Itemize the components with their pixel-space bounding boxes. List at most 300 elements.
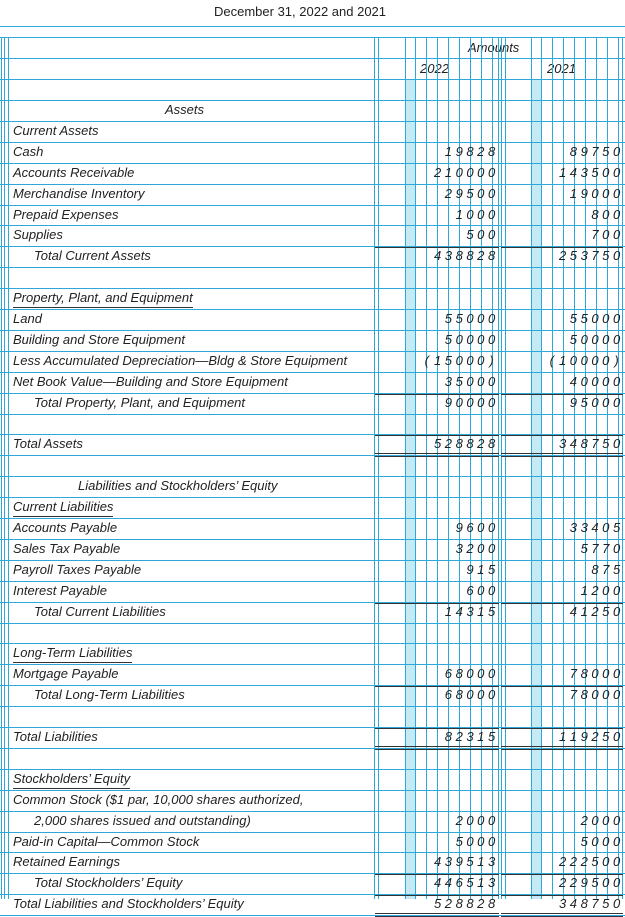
amount-cell [568, 144, 622, 160]
amount-digit: 0 [612, 332, 621, 347]
total-rule [501, 247, 623, 248]
amount-cell [443, 332, 497, 348]
amount-cell [443, 687, 497, 703]
row-label: Paid-in Capital—Common Stock [13, 834, 200, 849]
amount-digit: 3 [444, 248, 452, 263]
amount-digit: 3 [569, 520, 578, 535]
amount-cell [557, 896, 622, 912]
row-label: Common Stock ($1 par, 10,000 shares authorized, [13, 792, 304, 807]
amount-digit: 0 [602, 227, 610, 242]
amount-digit: 3 [466, 729, 474, 744]
row-label: Less Accumulated Depreciation—Bldg & Store Equipment [13, 353, 348, 368]
amount-digit: 5 [466, 854, 474, 869]
row-label: Total Long-Term Liabilities [34, 687, 185, 702]
row-label: Building and Store Equipment [13, 332, 186, 347]
amount-digit: 7 [591, 541, 599, 556]
amount-cell [432, 248, 497, 264]
amount-digit: 0 [612, 834, 621, 849]
amount-digit: 0 [612, 541, 621, 556]
amount-digit: 9 [580, 729, 588, 744]
amount-digit: 8 [455, 666, 463, 681]
total-rule [501, 394, 623, 395]
amount-digit: 0 [591, 353, 599, 368]
double-underline [501, 453, 623, 457]
amount-cell [432, 854, 497, 870]
amount-cell [579, 813, 622, 829]
total-rule [375, 435, 499, 436]
grid-row-line [0, 184, 625, 185]
amount-digit: 8 [591, 562, 599, 577]
amount-digit: 5 [487, 604, 496, 619]
amount-digit: 8 [487, 248, 496, 263]
amount-cell [579, 583, 622, 599]
grid-row-line [0, 121, 625, 122]
amount-digit: 5 [591, 875, 599, 890]
amount-digit: 1 [580, 583, 588, 598]
amount-digit: 3 [580, 248, 588, 263]
grid-row-line [0, 37, 625, 38]
amount-cell [421, 353, 497, 369]
grid-row-line [0, 163, 625, 164]
amount-digit: 2 [580, 854, 588, 869]
report-header [0, 0, 625, 27]
amount-digit: 2 [455, 729, 463, 744]
amount-digit: 2 [455, 813, 463, 828]
amount-digit: 0 [612, 374, 621, 389]
amount-digit: 7 [591, 144, 599, 159]
amount-digit: 0 [591, 311, 599, 326]
amount-digit: 5 [612, 562, 621, 577]
amount-cell [465, 562, 497, 578]
amount-cell [568, 604, 622, 620]
amount-digit: 4 [455, 604, 463, 619]
money-band-2022 [405, 79, 415, 899]
amount-digit: 5 [466, 186, 474, 201]
amount-digit: 0 [612, 729, 621, 744]
amount-digit: 0 [602, 834, 610, 849]
total-rule [375, 247, 499, 248]
grid-row-line [0, 852, 625, 853]
amount-digit: 0 [612, 165, 621, 180]
amount-digit: 2 [444, 896, 452, 911]
amount-digit: 0 [466, 311, 474, 326]
amount-digit: 8 [455, 436, 463, 451]
amount-digit: 2 [558, 854, 567, 869]
amount-cell [579, 834, 622, 850]
row-label: Accounts Receivable [13, 165, 135, 180]
amount-digit: 2 [477, 436, 485, 451]
grid-row-line [0, 58, 625, 59]
row-label: Payroll Taxes Payable [13, 562, 142, 577]
amount-digit: 8 [455, 896, 463, 911]
amount-digit: 3 [444, 854, 452, 869]
row-label: Cash [13, 144, 44, 159]
amount-digit: 7 [591, 227, 599, 242]
amount-digit: 2 [558, 875, 567, 890]
amount-digit: 2 [444, 186, 453, 201]
amount-digit: 2 [569, 875, 577, 890]
grid-row-line [0, 351, 625, 352]
amount-digit: 0 [602, 813, 610, 828]
amount-digit: 0 [602, 520, 610, 535]
double-underline [375, 453, 499, 457]
amount-digit: 0 [466, 813, 474, 828]
amount-digit: 2 [433, 165, 442, 180]
amount-digit: 5 [455, 311, 463, 326]
amount-digit: 3 [466, 604, 474, 619]
amount-digit: 9 [580, 144, 588, 159]
amount-digit: 5 [580, 834, 588, 849]
amount-cell [568, 687, 622, 703]
amount-digit: 0 [477, 227, 485, 242]
amount-digit: 9 [444, 395, 453, 410]
grid-row-line [0, 100, 625, 101]
amount-digit: 0 [477, 332, 485, 347]
amount-digit: 5 [602, 896, 610, 911]
amount-digit: 0 [612, 207, 621, 222]
amount-digit: 0 [487, 583, 496, 598]
amount-digit: 0 [602, 332, 610, 347]
amount-digit: 5 [580, 311, 588, 326]
amount-cell [568, 666, 622, 682]
grid-row-line [0, 225, 625, 226]
total-rule [501, 435, 623, 436]
amount-cell [443, 729, 497, 745]
amount-digit: 0 [477, 687, 485, 702]
amount-digit: ) [489, 353, 494, 368]
amount-digit: ) [614, 353, 619, 368]
amount-digit: 4 [591, 520, 599, 535]
amount-digit: 6 [455, 875, 463, 890]
amount-digit: 0 [487, 687, 496, 702]
row-label: Total Assets [13, 436, 83, 451]
amount-cell [568, 520, 622, 536]
amount-digit: 0 [602, 854, 610, 869]
row-label: Accounts Payable [13, 520, 118, 535]
amount-digit: 4 [569, 165, 577, 180]
row-label: Sales Tax Payable [13, 541, 121, 556]
amount-digit: 0 [602, 875, 610, 890]
amount-digit: 6 [444, 687, 453, 702]
amount-cell [454, 834, 497, 850]
amount-digit: 8 [487, 144, 496, 159]
amount-cell [568, 186, 622, 202]
amount-digit: 0 [466, 666, 474, 681]
amount-digit: 0 [477, 520, 485, 535]
amount-digit: 0 [477, 353, 485, 368]
amount-cell [546, 353, 622, 369]
amount-digit: 4 [444, 875, 452, 890]
amount-digit: 3 [558, 896, 567, 911]
grid-row-line [0, 706, 625, 707]
amount-digit: 8 [466, 248, 474, 263]
amount-cell [590, 227, 622, 243]
amount-digit: 0 [466, 353, 474, 368]
amount-digit: 5 [602, 729, 610, 744]
amount-digit: 1 [477, 729, 485, 744]
amount-digit: 1 [580, 604, 588, 619]
row-label: Interest Payable [13, 583, 107, 598]
amount-digit: 2 [477, 248, 485, 263]
amount-cell [443, 144, 497, 160]
total-rule [501, 603, 623, 604]
grid-row-line [0, 623, 625, 624]
amount-cell [454, 541, 497, 557]
grid-row-line [0, 372, 625, 373]
total-rule [375, 728, 499, 729]
amount-digit: 0 [612, 604, 621, 619]
amount-digit: 0 [591, 374, 599, 389]
amount-digit: 0 [612, 813, 621, 828]
amount-digit: 0 [477, 311, 485, 326]
grid-row-line [0, 811, 625, 812]
amount-digit: 0 [477, 395, 485, 410]
amount-digit: 5 [466, 875, 474, 890]
amount-digit: 0 [477, 186, 485, 201]
row-label: Supplies [13, 227, 63, 242]
amount-digit: 8 [580, 687, 588, 702]
amount-digit: 0 [591, 834, 599, 849]
amount-cell [443, 374, 497, 390]
amount-digit: 0 [487, 541, 496, 556]
total-rule [375, 874, 499, 875]
amount-digit: 0 [569, 353, 577, 368]
amount-cell [432, 875, 497, 891]
amount-digit: 0 [602, 165, 610, 180]
amount-digit: 5 [569, 311, 578, 326]
amount-digit: 0 [580, 353, 588, 368]
amount-digit: 8 [580, 436, 588, 451]
amount-digit: 4 [569, 374, 578, 389]
amount-digit: 0 [602, 687, 610, 702]
amount-digit: 0 [477, 666, 485, 681]
amount-digit: 0 [477, 165, 485, 180]
amount-cell [557, 729, 622, 745]
amount-digit: 4 [433, 248, 442, 263]
amount-digit: 5 [580, 395, 588, 410]
amount-digit: 0 [612, 248, 621, 263]
amount-digit: 1 [444, 165, 452, 180]
amount-digit: 4 [433, 854, 442, 869]
amount-digit: 5 [433, 436, 442, 451]
amount-cell [465, 583, 497, 599]
amount-digit: 0 [591, 332, 599, 347]
row-label: Total Liabilities and Stockholders’ Equity [13, 896, 244, 911]
amount-digit: 0 [487, 813, 496, 828]
amount-cell [568, 332, 622, 348]
amount-digit: 0 [466, 207, 474, 222]
amount-digit: 0 [455, 353, 463, 368]
amount-digit: ( [424, 353, 429, 368]
amount-digit: 2 [444, 436, 452, 451]
amount-cell [454, 207, 497, 223]
row-label: Assets [165, 102, 205, 117]
amount-digit: 4 [569, 604, 578, 619]
grid-row-line [0, 832, 625, 833]
row-label: Total Stockholders’ Equity [34, 875, 183, 890]
amount-cell [465, 227, 497, 243]
amount-digit: 1 [558, 165, 567, 180]
amount-digit: 1 [477, 875, 485, 890]
amount-digit: 5 [580, 541, 588, 556]
grid-row-line [0, 581, 625, 582]
amount-digit: 1 [569, 729, 577, 744]
total-rule [375, 603, 499, 604]
amount-digit: 0 [602, 311, 610, 326]
amount-cell [443, 186, 497, 202]
grid-row-line [0, 497, 625, 498]
amount-digit: 8 [591, 207, 599, 222]
amount-digit: 1 [558, 729, 567, 744]
amount-digit: 0 [487, 332, 496, 347]
amount-digit: 3 [487, 875, 496, 890]
amount-digit: 0 [612, 896, 621, 911]
amount-digit: 9 [455, 520, 463, 535]
grid-row-line [0, 539, 625, 540]
amount-digit: 7 [591, 248, 599, 263]
total-rule [375, 895, 499, 896]
amount-digit: 0 [455, 395, 463, 410]
amount-digit: 5 [612, 520, 621, 535]
amount-digit: 0 [455, 165, 463, 180]
amount-digit: 1 [477, 562, 485, 577]
amount-cell [568, 374, 622, 390]
amount-digit: 5 [602, 604, 610, 619]
amount-digit: 8 [487, 436, 496, 451]
amount-digit: 0 [602, 395, 610, 410]
grid-row-line [0, 309, 625, 310]
amount-digit: 2 [580, 813, 588, 828]
amount-digit: 2 [591, 729, 599, 744]
amount-digit: 0 [487, 207, 496, 222]
amount-digit: 0 [591, 395, 599, 410]
amount-digit: 0 [477, 834, 485, 849]
grid-row-line [0, 142, 625, 143]
amount-digit: 0 [591, 666, 599, 681]
row-label: Total Property, Plant, and Equipment [34, 395, 246, 410]
amount-cell [443, 395, 497, 411]
amount-digit: 3 [580, 165, 588, 180]
amount-digit: 9 [466, 562, 474, 577]
amount-cell [432, 436, 497, 452]
amount-digit: 0 [602, 374, 610, 389]
row-label: Retained Earnings [13, 854, 120, 869]
amount-digit: 0 [487, 834, 496, 849]
amount-digit: 0 [602, 186, 610, 201]
amount-digit: 9 [455, 186, 463, 201]
grid-row-line [0, 476, 625, 477]
double-underline [375, 746, 499, 750]
amount-digit: 7 [602, 562, 610, 577]
amount-cell [432, 165, 497, 181]
amount-digit: 1 [477, 854, 485, 869]
amount-digit: 5 [487, 729, 496, 744]
amount-digit: 0 [612, 186, 621, 201]
amount-digit: 2 [569, 854, 577, 869]
amount-digit: 0 [487, 227, 496, 242]
amount-cell [443, 666, 497, 682]
row-label: Current Assets [13, 123, 99, 138]
amount-digit: 7 [591, 436, 599, 451]
amount-digit: 7 [569, 687, 578, 702]
amount-digit: 4 [569, 436, 577, 451]
amount-digit: 2 [591, 604, 599, 619]
amount-digit: 0 [477, 374, 485, 389]
total-rule [501, 895, 623, 896]
amount-digit: 8 [444, 729, 453, 744]
amount-digit: 0 [591, 687, 599, 702]
amount-cell [557, 165, 622, 181]
amount-digit: 0 [487, 666, 496, 681]
amount-digit: 0 [466, 332, 474, 347]
row-label: Land [13, 311, 42, 326]
amount-digit: 0 [612, 854, 621, 869]
amount-digit: 5 [602, 144, 610, 159]
amount-digit: 5 [455, 834, 463, 849]
year-2022-heading: 2022 [420, 61, 449, 76]
amount-digit: 0 [487, 395, 496, 410]
amount-digit: 0 [487, 186, 496, 201]
amount-digit: 5 [487, 562, 496, 577]
amount-cell [557, 436, 622, 452]
amount-digit: 0 [580, 332, 588, 347]
money-band-2021 [531, 79, 541, 899]
amount-digit: 0 [612, 227, 621, 242]
amount-digit: 0 [612, 395, 621, 410]
amount-digit: 4 [433, 875, 442, 890]
amount-digit: 2 [466, 541, 474, 556]
amount-digit: 0 [466, 687, 474, 702]
amount-digit: 0 [487, 520, 496, 535]
amount-digit: 8 [466, 144, 474, 159]
amount-digit: 5 [602, 436, 610, 451]
amount-digit: 0 [466, 165, 474, 180]
amount-digit: 8 [455, 687, 463, 702]
row-label: Stockholders’ Equity [13, 771, 130, 789]
amount-digit: 3 [487, 854, 496, 869]
amount-digit: 6 [444, 666, 453, 681]
amount-digit: 7 [591, 896, 599, 911]
amount-digit: 0 [487, 311, 496, 326]
double-underline [375, 913, 499, 917]
amount-digit: 7 [569, 666, 578, 681]
amount-digit: 1 [455, 207, 463, 222]
amount-digit: 0 [466, 834, 474, 849]
grid-row-line [0, 79, 625, 80]
grid-row-line [0, 790, 625, 791]
row-label: Total Liabilities [13, 729, 98, 744]
amount-digit: 8 [487, 896, 496, 911]
grid-row-line [0, 560, 625, 561]
row-label: Long-Term Liabilities [13, 645, 132, 663]
amount-digit: 1 [569, 186, 578, 201]
amount-digit: 8 [580, 666, 588, 681]
double-underline [501, 746, 623, 750]
amount-digit: 5 [444, 332, 453, 347]
amount-cell [557, 248, 622, 264]
amount-digit: 0 [487, 374, 496, 389]
row-label: Current Liabilities [13, 499, 113, 517]
amount-digit: 0 [602, 666, 610, 681]
amount-digit: 5 [455, 374, 463, 389]
row-label: Total Current Assets [34, 248, 151, 263]
amount-cell [432, 896, 497, 912]
row-label: 2,000 shares issued and outstanding) [34, 813, 251, 828]
amount-cell [568, 395, 622, 411]
amount-digit: 8 [466, 436, 474, 451]
amount-digit: 0 [591, 186, 599, 201]
amount-digit: 8 [455, 248, 463, 263]
